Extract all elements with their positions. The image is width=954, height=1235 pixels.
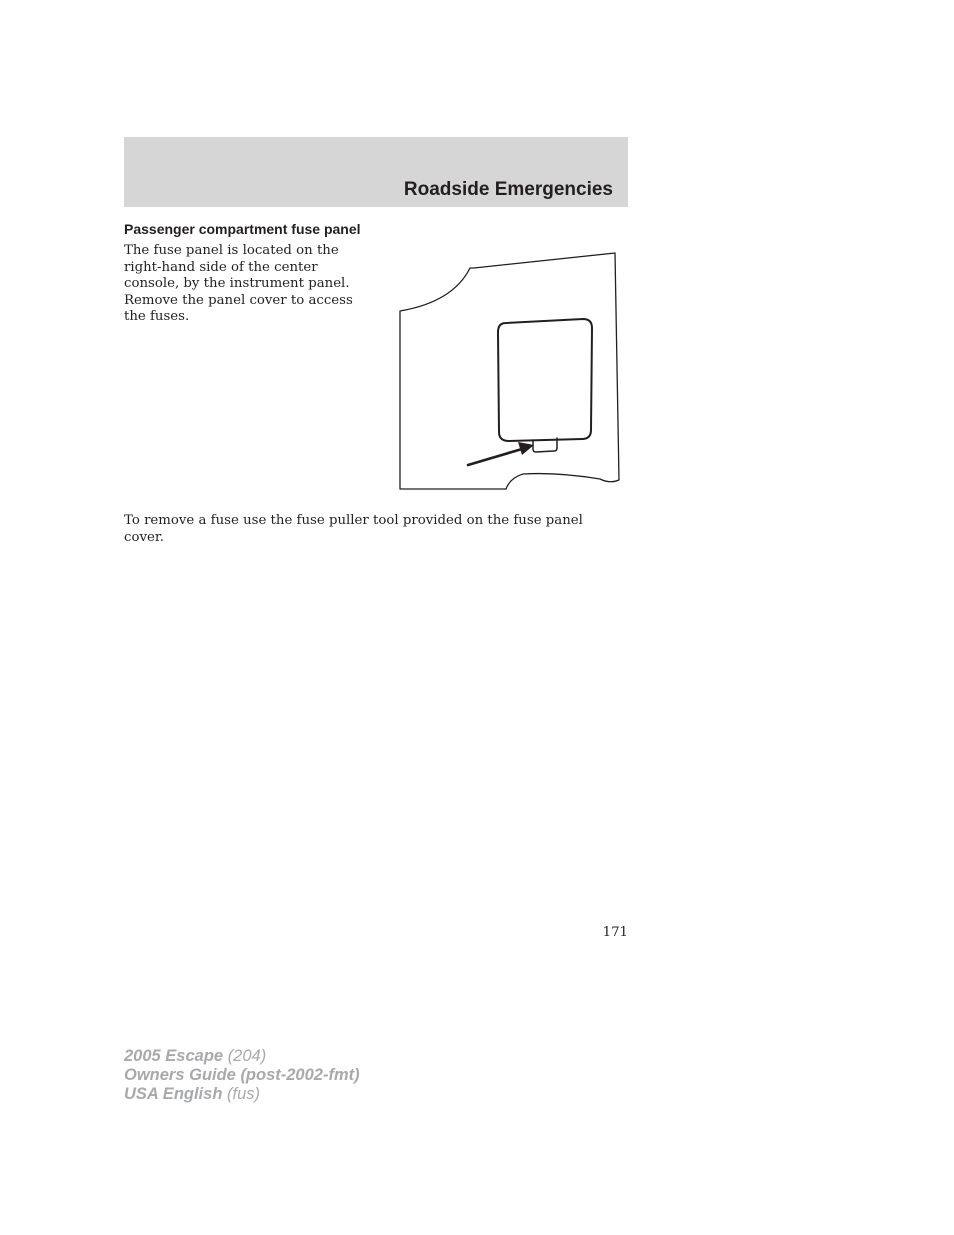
section-title: Roadside Emergencies [403,179,613,200]
footer-model-line [124,1047,360,1066]
footer-guide: Owners Guide (post-2002-fmt) [124,1066,360,1084]
footer-language-line [124,1085,360,1104]
page-number: 171 [602,925,628,940]
footer-language-code: (fus) [227,1085,260,1103]
document-footer [124,1047,360,1104]
pointer-arrow-icon [468,442,534,465]
fuse-panel-location-paragraph: The fuse panel is located on the right-hand side of the center console, by the instrument panel. Remove the panel cover to access the fuses. [124,243,353,324]
fuse-panel-illustration [398,250,622,492]
footer-model: 2005 Escape [124,1047,224,1065]
footer-language: USA English [124,1085,223,1103]
fuse-panel-cover [498,319,592,441]
section-header-band [124,137,628,207]
footer-guide-line [124,1066,360,1085]
fuse-removal-paragraph: To remove a fuse use the fuse puller tool provided on the fuse panel cover. [124,513,583,545]
subheading: Passenger compartment fuse panel [124,221,361,237]
footer-model-code: (204) [227,1047,267,1065]
